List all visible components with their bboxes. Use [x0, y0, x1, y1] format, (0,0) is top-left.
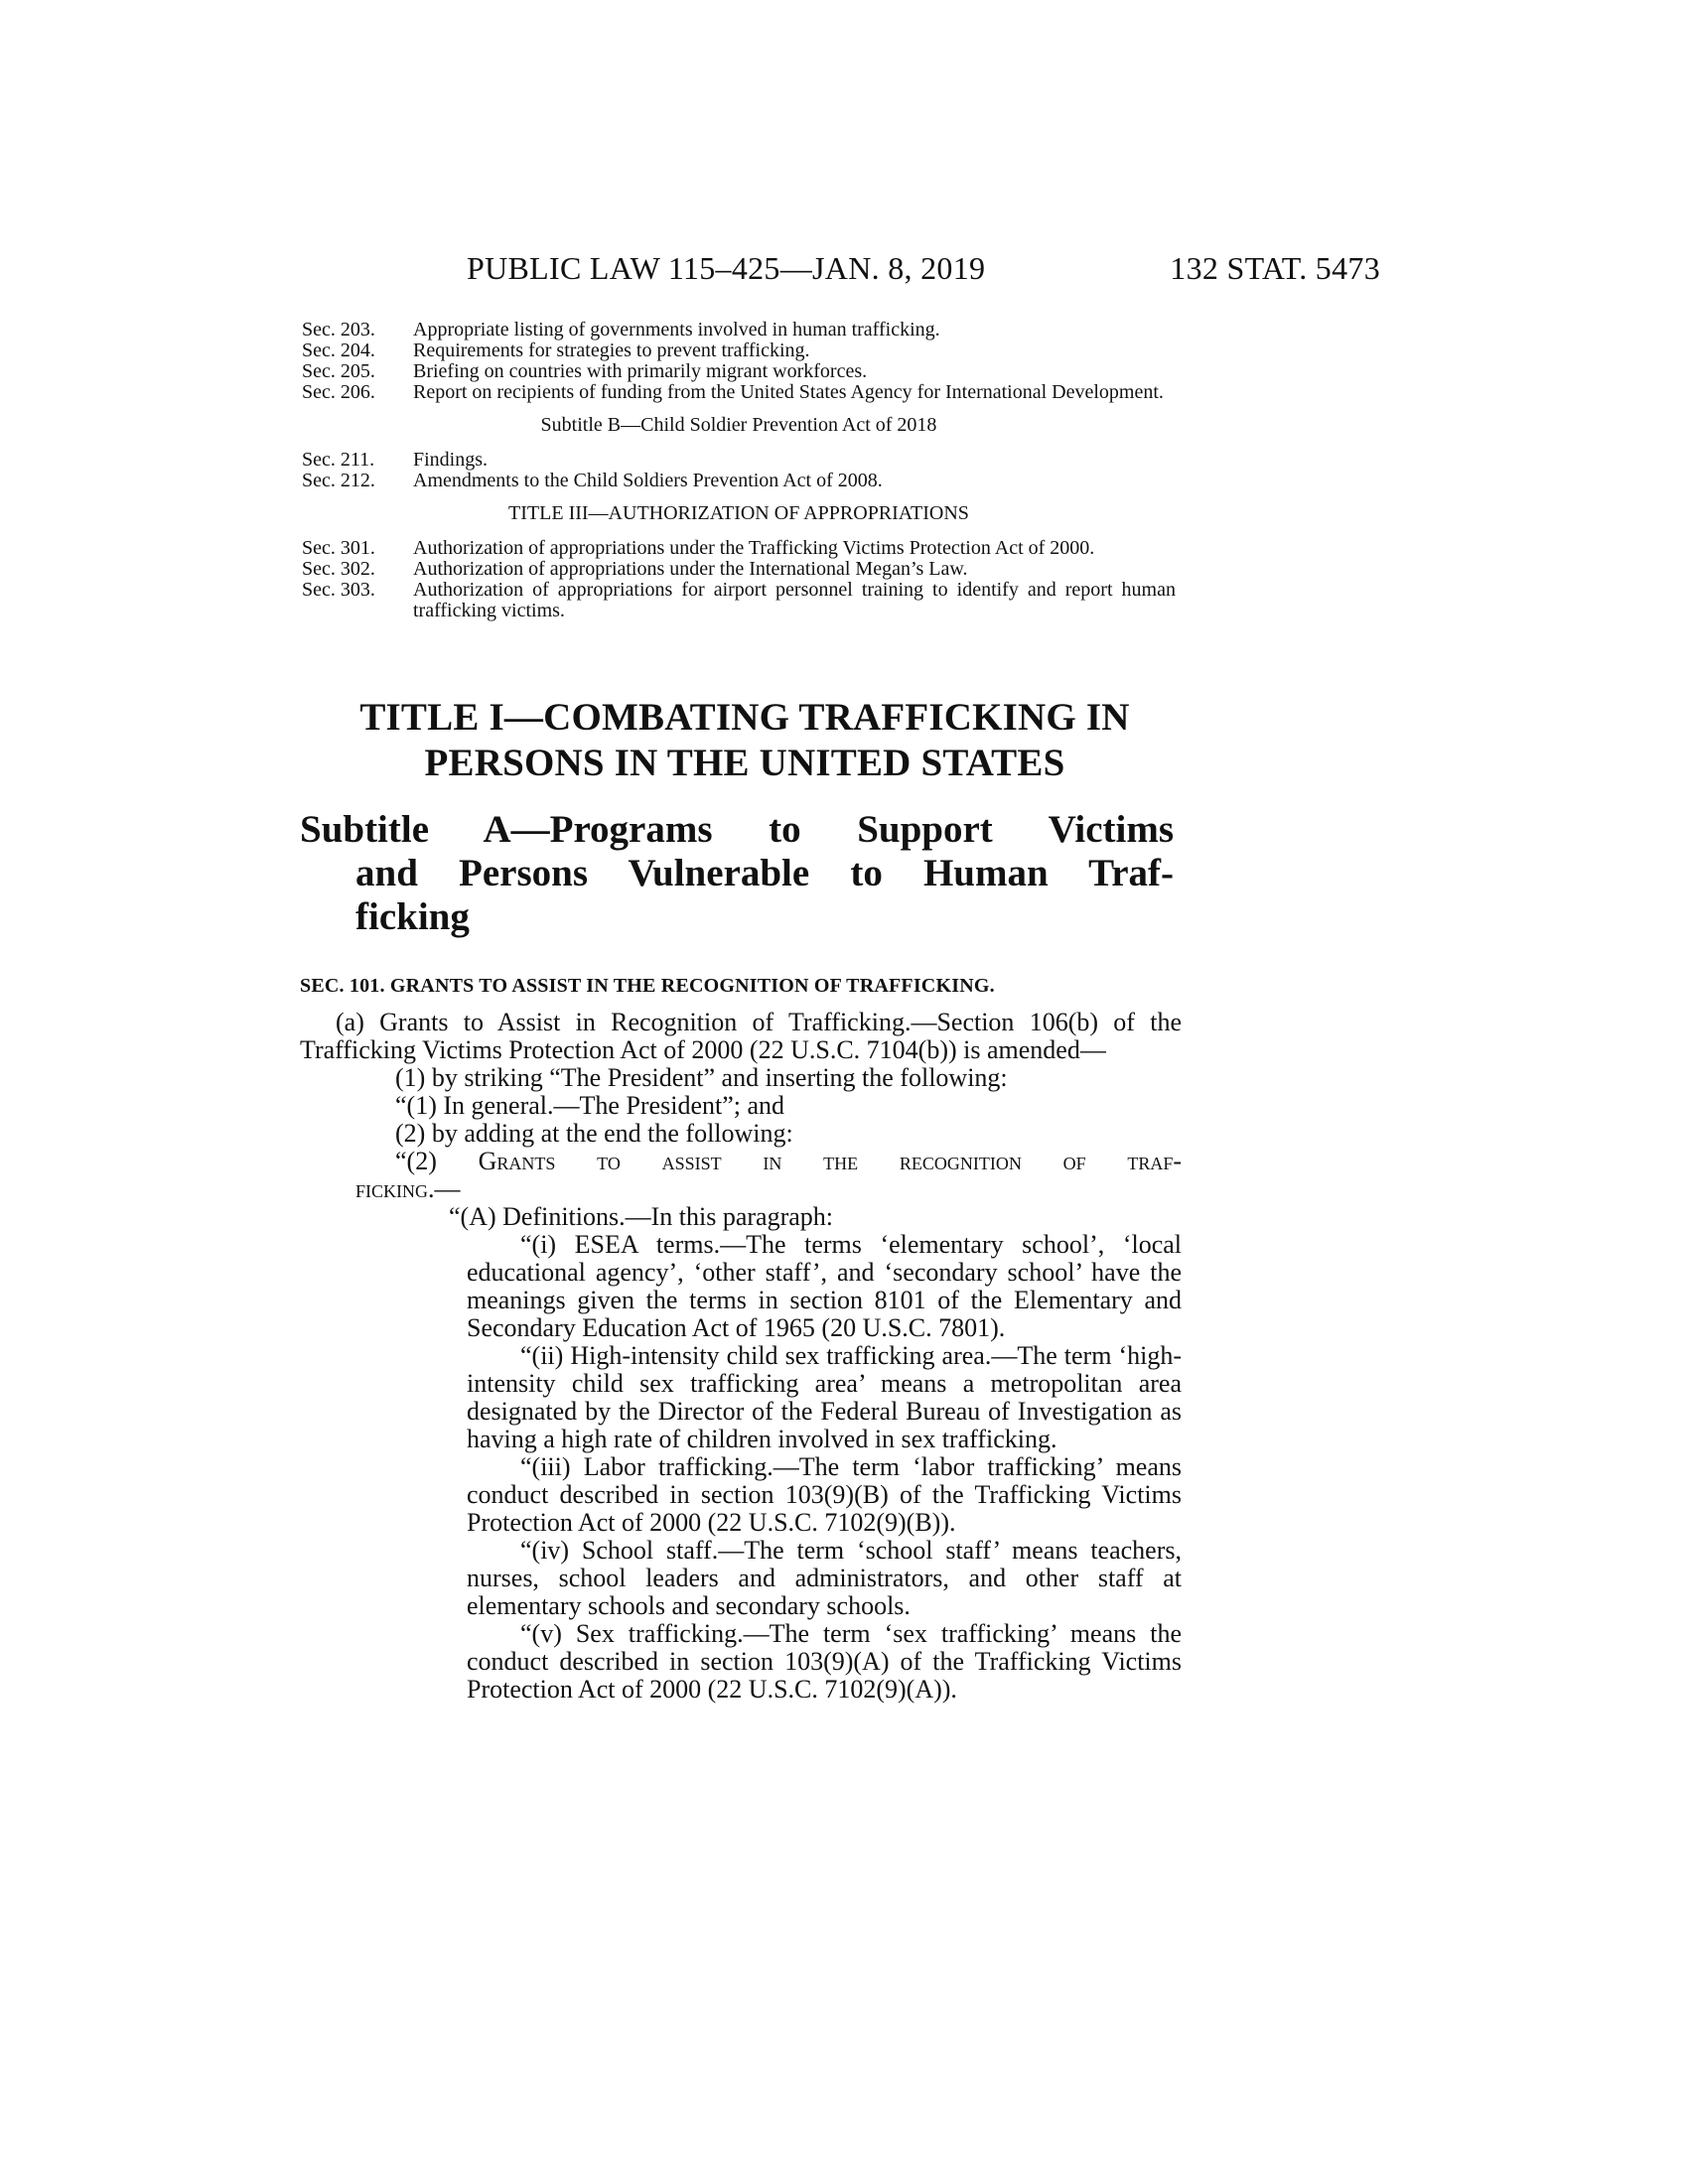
title-i-line: TITLE I—COMBATING TRAFFICKING IN	[359, 696, 1130, 739]
toc-entry	[302, 559, 1176, 580]
toc-title-iii: TITLE III—AUTHORIZATION OF APPROPRIATIONS	[508, 502, 969, 524]
toc-section-title: Amendments to the Child Soldiers Prevention Act of 2008.	[413, 470, 883, 491]
toc-entry	[302, 341, 1176, 361]
toc-entry	[302, 471, 1176, 491]
amendment-item-2: (2) by adding at the end the following:	[395, 1119, 793, 1148]
subsection-a	[300, 1009, 1182, 1064]
toc-entry	[302, 580, 1176, 621]
toc-section-title: Authorization of appropriations under the Trafficking Victims Protection Act of 2000.	[413, 537, 1095, 559]
toc-section-title: Briefing on countries with primarily migrant workforces.	[413, 360, 868, 382]
paragraph-2-caption: “(2) Grants to assist in the recognition of traf-	[395, 1147, 1182, 1175]
definition-school-staff: “(iv) School staff.—The term ‘school staff’ means teachers, nurses, school leaders and administrators, and other staff at elementary schools and secondary schools.	[467, 1536, 1182, 1620]
definition-esea-terms: “(i) ESEA terms.—The terms ‘elementary school’, ‘local educational agency’, ‘other staff’, and ‘secondary school’ have the meanings given the terms in section 8101 of the Elementary and Secondary Education Act of 1965 (20 U.S.C. 7801).	[467, 1230, 1182, 1342]
table-of-contents	[302, 320, 1176, 621]
toc-entry	[302, 320, 1176, 341]
amendment-item-1: (1) by striking “The President” and inserting the following:	[395, 1063, 1008, 1092]
toc-section-number: Sec. 212.	[302, 470, 375, 491]
stat-reference: 132 STAT. 5473	[1170, 250, 1380, 286]
definition-high-intensity-area: “(ii) High-intensity child sex trafficking area.—The term ‘high-intensity child sex trafficking area’ means a metropolitan area designated by the Director of the Federal Bureau of Investigation as having a high rate of children involved in sex trafficking.	[467, 1341, 1182, 1453]
toc-section-number: Sec. 303.	[302, 579, 375, 601]
subtitle-a-line: Subtitle A—Programs to Support Victims	[300, 808, 1174, 851]
toc-section-number: Sec. 204.	[302, 340, 375, 361]
title-i-line: PERSONS IN THE UNITED STATES	[424, 742, 1065, 784]
toc-entry	[302, 382, 1176, 403]
running-head	[298, 250, 1380, 290]
toc-subtitle-b: Subtitle B—Child Soldier Prevention Act of 2018	[540, 414, 937, 436]
toc-section-number: Sec. 205.	[302, 360, 375, 382]
toc-entry	[302, 538, 1176, 559]
definition-sex-trafficking: “(v) Sex trafficking.—The term ‘sex trafficking’ means the conduct described in section 103(9)(A) of the Trafficking Victims Protection Act of 2000 (22 U.S.C. 7102(9)(A)).	[467, 1619, 1182, 1704]
toc-section-number: Sec. 301.	[302, 537, 375, 559]
definition-list	[467, 1231, 1182, 1704]
definitions-heading: “(A) Definitions.—In this paragraph:	[449, 1202, 834, 1231]
toc-section-number: Sec. 211.	[302, 449, 375, 471]
toc-entry	[302, 361, 1176, 382]
subsection-a-text: (a) Grants to Assist in Recognition of Trafficking.—Section 106(b) of the Trafficking Victims Protection Act of 2000 (22 U.S.C. 7104(b)) is amended—	[300, 1008, 1182, 1064]
title-i-heading	[298, 695, 1192, 786]
toc-section-title: Report on recipients of funding from the United States Agency for International Development.	[413, 381, 1164, 403]
toc-section-title: Findings.	[413, 449, 489, 471]
section-101-heading: SEC. 101. GRANTS TO ASSIST IN THE RECOGNITION OF TRAFFICKING.	[300, 975, 995, 997]
subtitle-a-line: and Persons Vulnerable to Human Traf-	[355, 852, 1174, 894]
subtitle-a-line: ficking	[355, 895, 470, 938]
toc-section-title: Appropriate listing of governments involved in human trafficking.	[413, 319, 940, 341]
toc-entry	[302, 450, 1176, 471]
definition-labor-trafficking: “(iii) Labor trafficking.—The term ‘labor trafficking’ means conduct described in section 103(9)(B) of the Trafficking Victims Protection Act of 2000 (22 U.S.C. 7102(9)(B)).	[467, 1452, 1182, 1537]
paragraph-2-caption-continued: ficking.—	[355, 1174, 461, 1203]
amendment-item-1-quote: “(1) In general.—The President”; and	[395, 1091, 785, 1120]
toc-section-title: Authorization of appropriations under the International Megan’s Law.	[413, 558, 968, 580]
running-title: PUBLIC LAW 115–425—JAN. 8, 2019	[467, 250, 986, 286]
toc-section-title: Requirements for strategies to prevent trafficking.	[413, 340, 810, 361]
toc-section-number: Sec. 302.	[302, 558, 375, 580]
section-101-body	[300, 1009, 1182, 1704]
toc-section-number: Sec. 206.	[302, 381, 375, 403]
toc-section-number: Sec. 203.	[302, 319, 375, 341]
toc-section-title: Authorization of appropriations for airport personnel training to identify and report human trafficking victims.	[413, 579, 1176, 621]
subtitle-a-heading	[300, 808, 1174, 939]
